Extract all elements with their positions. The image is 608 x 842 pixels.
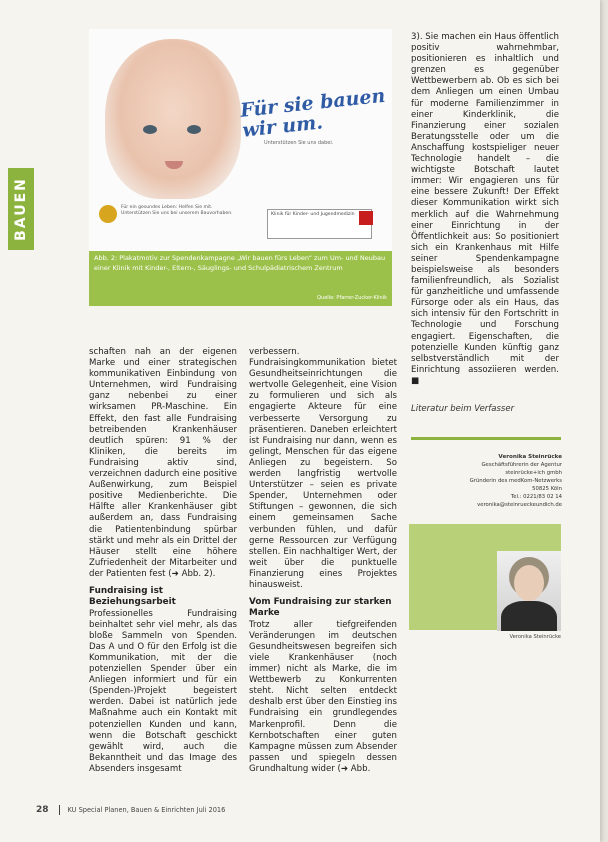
- photo-body: [501, 601, 557, 631]
- author-email: veronika@steinrueckeundich.de: [477, 502, 562, 508]
- baby-eye: [143, 125, 157, 134]
- campaign-poster: [89, 29, 392, 251]
- poster-info-box: [267, 209, 372, 239]
- seal-icon: [99, 205, 117, 223]
- poster-subline: Unterstützen Sie uns dabei.: [264, 140, 334, 146]
- article-column-3: [411, 32, 559, 387]
- author-contact: [410, 453, 562, 509]
- poster-fine-print: Für ein gesundes Leben: Helfen Sie mit. Unterstützen Sie uns bei unserem Bauvorhaben.: [121, 205, 233, 216]
- baby-eye: [187, 125, 201, 134]
- paragraph: schaften nah an der eigenen Marke und einer strategischen kommunikativen Einbindung von Unternehmen, wird Fundraising ganz nebenbei zu einer wirksamen PR-Maschine. Ein Effekt, den fast alle Fundraising betreibenden Krankenhäuser deutlich spüren: 91 % der Kliniken, die bereits im Fundraising aktiv sind, verzeichnen dadurch eine positive Außenwirkung, zum Beispiel positive Medienberichte. Die Hälfte aller Krankenhäuser gibt außerdem an, dass Fundraising die Patientenbindung spürbar stärkt und mehr als ein Drittel der Häuser stellt eine höhere Zufriedenheit der Mitarbeiter und der Patienten fest (➜ Abb. 2).: [89, 347, 237, 579]
- paragraph: Trotz aller tiefgreifenden Veränderungen im deutschen Gesundheitswesen begreifen sich viele Krankenhäuser (noch immer) nicht als Marke, die im Wettbewerb zu Konkurrenten steht. Nicht selten entdeckt deshalb erst über den Einstieg ins Fundraising ein grundlegendes Markenprofil. Denn die Kernbotschaften einer guten Kampagne müssen zum Absender passen und spiegeln dessen Grundhaltung wider (➜ Abb.: [249, 619, 397, 774]
- author-line: Gründerin des medKom-Netzwerks: [469, 478, 562, 484]
- page-number: 28: [36, 805, 49, 815]
- figure-caption: [89, 251, 392, 306]
- literature-note: Literatur beim Verfasser: [411, 404, 515, 414]
- section-tab: [8, 168, 34, 250]
- baby-photo: [105, 39, 241, 199]
- section-tab-label: BAUEN: [13, 177, 29, 241]
- paragraph: 3). Sie machen ein Haus öffentlich positiv wahrnehmbar, positionieren es inhaltlich und grenzen es gegenüber Wettbewerbern ab. Ob es sich bei dem Anliegen um einen Umbau für moderne Familienzimmer in einer Kinderklinik, die Finanzierung einer sozialen Beratungsstelle oder um die Anschaffung kostspieliger neuer Technologie handelt – die wichtigste Botschaft lautet immer: Wir engagieren uns für eine bessere Zukunft! Der Effekt dieser Kommunikation wirkt sich merklich auf die Wahrnehmung einer Einrichtung in der Öffentlichkeit aus: So positioniert sich ein Krankenhaus mit Hilfe seiner Spendenkampagne beispielsweise als besonders familienfreundlich, als Sozialist für ganzheitliche und umfassende Fürsorge oder als ein Haus, das sich intensiv für den Fortschritt in Technologie und Forschung engagiert. Eigenschaften, die potenzielle Kunden künftig ganz selbstverständlich mit der Einrichtung assoziieren werden. ■: [411, 32, 559, 386]
- baby-mouth: [165, 161, 183, 169]
- subheading: Vom Fundraising zur starken Marke: [249, 597, 392, 618]
- footer-divider: [59, 805, 60, 815]
- author-line: Geschäftsführerin der Agentur: [481, 462, 562, 468]
- publication-name: KU Special Planen, Bauen & Einrichten Juli 2016: [67, 806, 226, 814]
- author-line: 50825 Köln: [532, 486, 562, 492]
- clinic-logo-icon: [359, 211, 373, 225]
- poster-tagline: Für sie bauen wir um.: [239, 84, 387, 142]
- caption-text: Abb. 2: Plakatmotiv zur Spendenkampagne „Wir bauen fürs Leben“ zum Um- und Neubau einer Klinik mit Kinder-, Eltern-, Säuglings- und Schulpädiatrischem Zentrum: [94, 254, 386, 272]
- article-column-1: [89, 347, 237, 775]
- caption-credit: Quelle: Pfarrer-Zucker-Klinik: [317, 294, 387, 301]
- author-line: Tel.: 0221/83 02 14: [510, 494, 562, 500]
- paragraph: verbessern. Fundraisingkommunikation bietet Gesundheitseinrichtungen die wertvolle Gelegenheit, eine Vision zu formulieren und sich als engagierte Akteure für eine verbesserte Versorgung zu präsentieren. Daneben erleichtert ist Fundraising nur dann, wenn es gelingt, Menschen für das eigene Anliegen zu begeistern. So werden langfristig wertvolle Unterstützer – seien es private Spender, Unternehmen oder Stiftungen – gewonnen, die sich einem gemeinsamen Sache verbunden fühlen, und dafür gerne Ressourcen zur Verfügung stellen. Ein nachhaltiger Wert, der weit über die punktuelle Finanzierung eines Projektes hinausweist.: [249, 347, 397, 590]
- author-line: steinrücke+ich gmbh: [505, 470, 562, 476]
- page-footer: [36, 805, 225, 815]
- poster-info-text: Klinik für Kinder- und Jugendmedizin: [271, 212, 355, 217]
- photo-caption: Veronika Steinrücke: [509, 634, 561, 640]
- author-photo: [497, 551, 561, 631]
- author-name: Veronika Steinrücke: [498, 454, 562, 460]
- paragraph: Professionelles Fundraising beinhaltet sehr viel mehr, als das bloße Sammeln von Spenden. Das A und O für den Erfolg ist die Kommunikation, mit der die potenziellen Spender über ein Anliegen informiert und für ein (Spenden-)Projekt begeistert werden. Dabei ist natürlich jede Maßnahme auch ein Kontakt mit potenziellen Kunden und kann, wenn die Botschaft geschickt gewählt wird, auch die Bekanntheit und das Image des Absenders insgesamt: [89, 608, 237, 774]
- subheading: Fundraising ist Beziehungsarbeit: [89, 585, 176, 607]
- photo-face: [514, 565, 544, 601]
- divider: [411, 437, 561, 440]
- article-column-2: [249, 347, 397, 775]
